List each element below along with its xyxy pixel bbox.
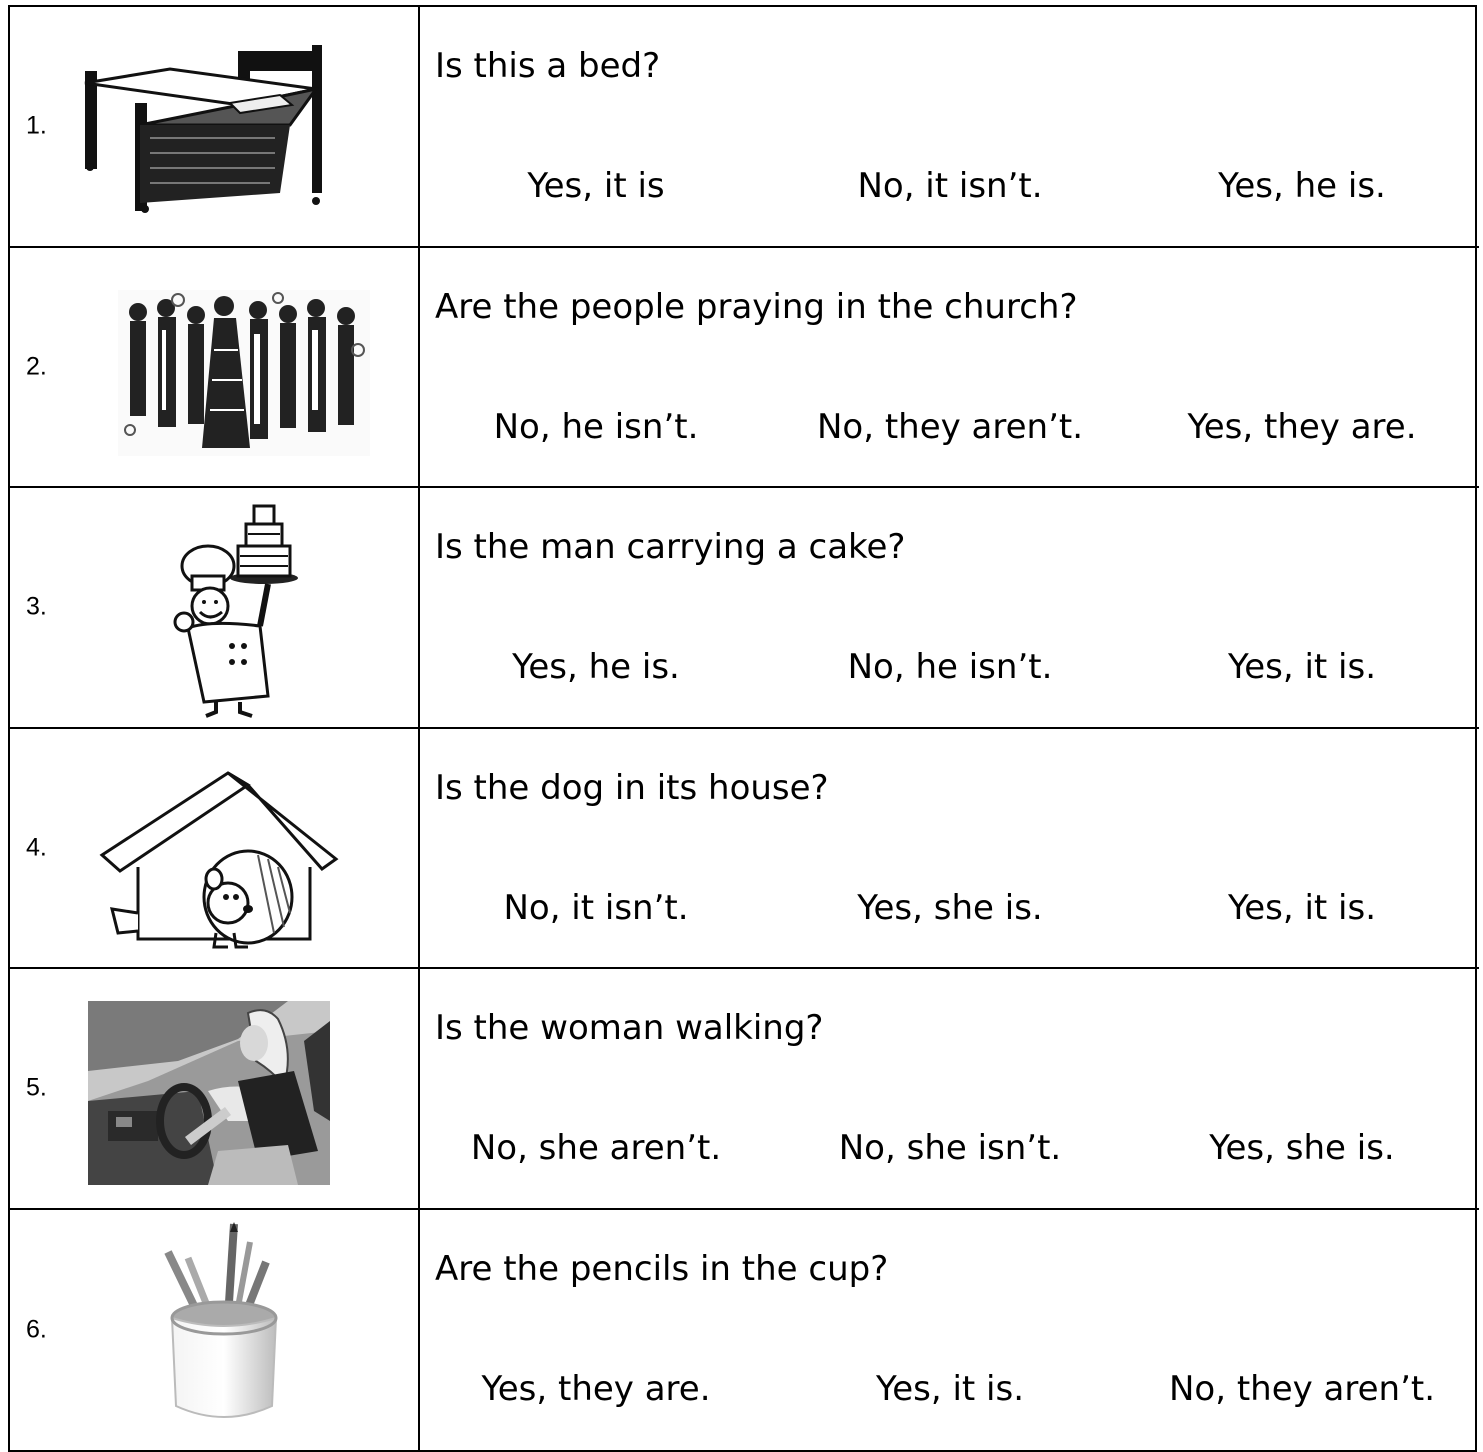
answer-option[interactable]: Yes, it is. [1227,647,1377,687]
picture-cell-4 [10,729,420,970]
answer-option[interactable]: No, she isn’t. [838,1128,1062,1168]
answer-option[interactable]: No, they aren’t. [816,406,1084,447]
answer-option[interactable]: Yes, they are. [1187,406,1417,447]
answer-option[interactable]: Yes, she is. [1209,1128,1395,1168]
answer-option[interactable]: No, it isn’t. [857,166,1043,206]
answer-option[interactable]: No, it isn’t. [503,887,689,928]
item-number: 6. [26,1315,47,1344]
question-cell-4 [420,729,1479,970]
item-number: 4. [26,833,47,862]
answer-option[interactable]: No, they aren’t. [1168,1368,1436,1409]
answer-option[interactable]: No, she aren’t. [470,1128,722,1168]
answer-option[interactable]: No, he isn’t. [493,406,699,447]
pencils-in-cup-icon [158,1222,288,1432]
picture-cell-5 [10,969,420,1210]
answer-option[interactable]: Yes, he is. [512,647,680,687]
picture-cell-2 [10,248,420,489]
picture-cell-6 [10,1210,420,1451]
dog-in-doghouse-icon [98,763,340,953]
question-text: Is the man carrying a cake? [435,527,906,567]
item-number: 3. [26,592,47,621]
party-crowd-icon [118,290,370,456]
question-text: Are the people praying in the church? [435,286,1078,327]
chef-with-cake-icon [170,496,298,718]
answer-option[interactable]: Yes, it is. [1227,887,1377,928]
question-text: Is the woman walking? [435,1008,824,1048]
question-cell-1 [420,7,1479,248]
answer-option[interactable]: Yes, he is. [1218,166,1386,206]
item-number: 1. [26,111,47,140]
question-cell-2 [420,248,1479,489]
answer-option[interactable]: Yes, she is. [857,887,1043,928]
question-cell-3 [420,488,1479,729]
answer-option[interactable]: No, he isn’t. [847,647,1053,687]
question-text: Are the pencils in the cup? [435,1248,889,1289]
answer-option[interactable]: Yes, it is. [875,1368,1025,1409]
item-number: 2. [26,352,47,381]
question-cell-5 [420,969,1479,1210]
question-text: Is the dog in its house? [435,767,829,808]
woman-driving-car-icon [88,1001,330,1185]
bed-icon [80,43,326,213]
picture-cell-3 [10,488,420,729]
question-cell-6 [420,1210,1479,1451]
answer-option[interactable]: Yes, they are. [481,1368,711,1409]
item-number: 5. [26,1073,47,1102]
picture-cell-1 [10,7,420,248]
answer-option[interactable]: Yes, it is [527,166,665,206]
question-text: Is this a bed? [435,46,661,86]
worksheet-table [8,5,1477,1452]
